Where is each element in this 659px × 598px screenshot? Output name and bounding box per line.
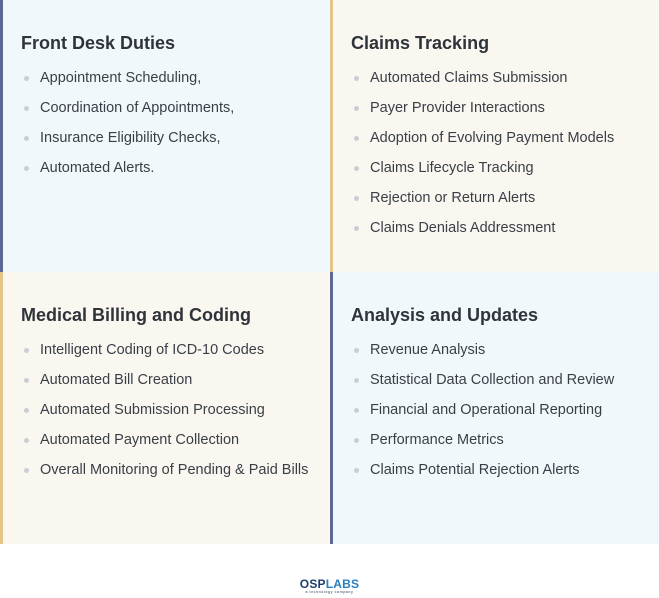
section-claims-tracking: [330, 0, 659, 272]
section-list: [351, 340, 659, 490]
section-medical-billing-coding: [0, 272, 330, 544]
section-list: [351, 68, 659, 248]
section-title: Analysis and Updates: [351, 305, 539, 325]
list-item: Appointment Scheduling,: [21, 68, 330, 98]
list-item: Statistical Data Collection and Review: [351, 370, 659, 400]
section-title: Claims Tracking: [351, 33, 490, 53]
section-title: Medical Billing and Coding: [21, 305, 252, 325]
list-item: Intelligent Coding of ICD-10 Codes: [21, 340, 330, 370]
list-item: Payer Provider Interactions: [351, 98, 659, 128]
list-item: Automated Payment Collection: [21, 430, 330, 460]
section-list: [21, 340, 330, 490]
list-item: Insurance Eligibility Checks,: [21, 128, 330, 158]
list-item: Automated Submission Processing: [21, 400, 330, 430]
logo-part-osp: OSP: [299, 577, 326, 591]
list-item: Claims Denials Addressment: [351, 218, 659, 248]
list-item: Rejection or Return Alerts: [351, 188, 659, 218]
section-title: Front Desk Duties: [21, 33, 176, 53]
list-item: Adoption of Evolving Payment Models: [351, 128, 659, 158]
list-item: Revenue Analysis: [351, 340, 659, 370]
logo-wordmark: [300, 578, 359, 594]
logo-part-labs: LABS: [325, 577, 360, 591]
list-item: Claims Lifecycle Tracking: [351, 158, 659, 188]
list-item: Automated Bill Creation: [21, 370, 330, 400]
list-item: Overall Monitoring of Pending & Paid Bills: [21, 460, 330, 490]
section-list: [21, 68, 330, 188]
list-item: Performance Metrics: [351, 430, 659, 460]
logo-tagline: a technology company: [305, 590, 354, 594]
list-item: Claims Potential Rejection Alerts: [351, 460, 659, 490]
section-analysis-updates: [330, 272, 659, 544]
list-item: Automated Alerts.: [21, 158, 330, 188]
list-item: Automated Claims Submission: [351, 68, 659, 98]
list-item: Financial and Operational Reporting: [351, 400, 659, 430]
osplabs-logo: [0, 578, 659, 598]
list-item: Coordination of Appointments,: [21, 98, 330, 128]
section-front-desk-duties: [0, 0, 330, 272]
